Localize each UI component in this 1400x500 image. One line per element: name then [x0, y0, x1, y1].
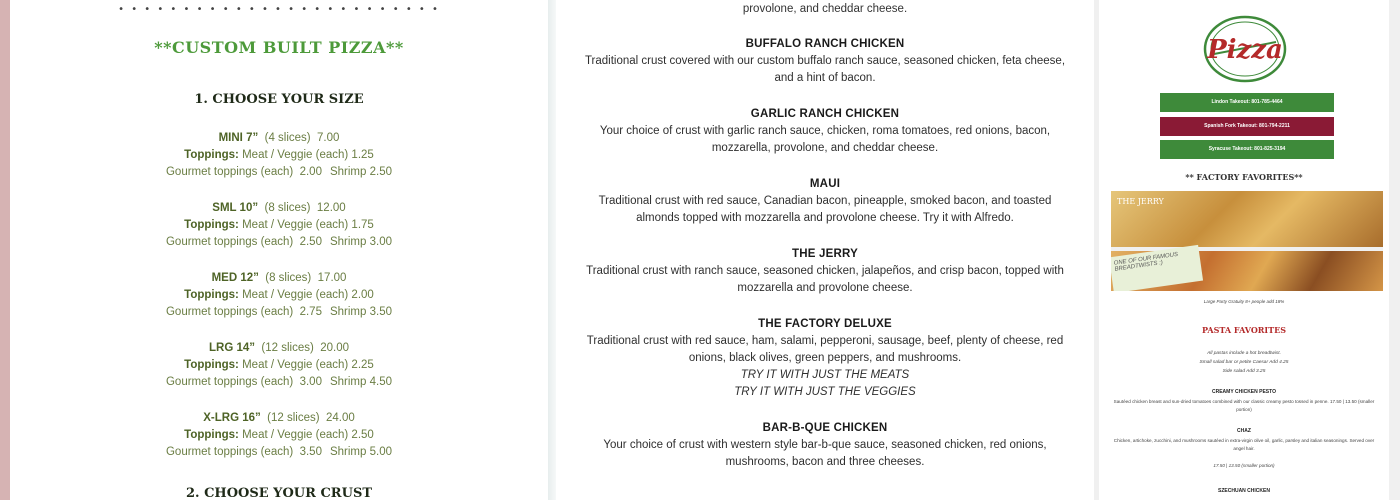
pasta-description: Chicken, artichoke, zucchini, and mushrooms sautéed in extra-virgin olive oil, garlic, parsley and italian seasonings. Served over angel hair.: [1113, 438, 1375, 451]
pizza-description: Your choice of crust with western style bar-b-que sauce, seasoned chicken, red onions, mushrooms, bacon and three cheeses.: [603, 439, 1047, 468]
panel-divider: [548, 0, 556, 500]
pasta-note-3: Side salad Add 3.25: [1222, 369, 1266, 374]
specialty-pizza-panel: [556, 0, 1094, 500]
topping-price: 2.25: [351, 359, 374, 371]
pasta-note-2: Small salad bar or petite Caesar Add 4.25: [1199, 360, 1289, 365]
pizza-the-jerry: [576, 246, 1074, 297]
custom-pizza-panel: [10, 0, 548, 500]
step-choose-size: 1. CHOOSE YOUR SIZE: [194, 92, 364, 107]
toppings-label: Toppings:: [184, 359, 239, 371]
size-name: SML 10”: [212, 202, 259, 214]
pasta-price: 17.50 | 13.50 (smaller portion): [1213, 463, 1275, 468]
size-name: LRG 14”: [209, 342, 256, 354]
pasta-description: Sautéed chicken breast and sun-dried tomatoes combined with our classic creamy pesto tossed in penne. 17.50 | 13.50 (smaller portion): [1113, 399, 1375, 412]
left-edge-strip: [0, 0, 10, 500]
takeout-syracuse: Syracuse Takeout: 801-825-3194: [1160, 140, 1334, 159]
gourmet-label: Gourmet toppings (each): [165, 166, 294, 178]
continued-description: provolone, and cheddar cheese.: [742, 3, 908, 15]
pizza-name: MAUI: [809, 178, 841, 190]
pasta-name: CHAZ: [1237, 428, 1251, 434]
pizza-name: BAR-B-QUE CHICKEN: [762, 422, 888, 434]
pizza-description: Traditional crust with red sauce, ham, salami, pepperoni, sausage, beef, plenty of cheese, red onions, black olives, green peppers, and mushrooms.: [586, 335, 1064, 364]
pasta-favorites-title: PASTA FAVORITES: [1201, 325, 1286, 335]
size-option-medium: [10, 270, 548, 321]
size-price: 12.00: [316, 202, 346, 214]
pizza-logo: [1200, 14, 1290, 84]
favorites-title: ** FACTORY FAVORITES**: [1185, 172, 1303, 182]
pizza-buffalo-ranch-chicken: [576, 36, 1074, 87]
step-choose-crust: 2. CHOOSE YOUR CRUST: [185, 486, 373, 500]
photo-label: THE JERRY: [1117, 197, 1164, 206]
shrimp-price: 5.00: [369, 446, 392, 458]
pizza-maui: [576, 176, 1074, 227]
pizza-factory-deluxe: [576, 316, 1074, 401]
topping-price: 1.25: [351, 149, 374, 161]
gourmet-price: 3.50: [299, 446, 322, 458]
gourmet-label: Gourmet toppings (each): [165, 236, 294, 248]
pizza-garlic-ranch-chicken: [576, 106, 1074, 157]
topping-type: Meat / Veggie (each): [242, 149, 349, 161]
dotted-separator: • • • • • • • • • • • • • • • • • • • • • • • • •: [118, 4, 440, 15]
menu-flyer-image[interactable]: [1099, 0, 1389, 500]
size-name: MED 12”: [211, 272, 259, 284]
gratuity-note: Large Party Gratuity 8+ people add 18%: [1203, 299, 1285, 304]
menu-flyer-panel: [1094, 0, 1400, 500]
pasta-note-1: All pastas include a hot breadtwist.: [1207, 351, 1281, 356]
pizza-description: Traditional crust covered with our custom buffalo ranch sauce, seasoned chicken, feta cheese, and a hint of bacon.: [584, 55, 1066, 84]
size-slices: (4 slices): [264, 132, 311, 144]
topping-price: 2.50: [351, 429, 374, 441]
gourmet-label: Gourmet toppings (each): [165, 446, 294, 458]
size-price: 7.00: [317, 132, 340, 144]
logo-text: Pizza: [1207, 35, 1283, 65]
size-slices: (8 slices): [265, 272, 312, 284]
size-price: 20.00: [320, 342, 349, 354]
takeout-lindon: Lindon Takeout: 801-785-4464: [1160, 93, 1334, 112]
gourmet-price: 2.00: [299, 166, 322, 178]
toppings-label: Toppings:: [184, 149, 239, 161]
gourmet-label: Gourmet toppings (each): [165, 376, 294, 388]
gourmet-label: Gourmet toppings (each): [165, 306, 294, 318]
gourmet-price: 2.50: [299, 236, 322, 248]
size-option-small: [10, 200, 548, 251]
shrimp-label: Shrimp: [329, 166, 367, 178]
pizza-name: BUFFALO RANCH CHICKEN: [745, 38, 905, 50]
pasta-name: CREAMY CHICKEN PESTO: [1212, 389, 1276, 395]
shrimp-price: 3.50: [369, 306, 392, 318]
shrimp-label: Shrimp: [329, 446, 367, 458]
pizza-name: GARLIC RANCH CHICKEN: [750, 108, 900, 120]
pizza-description: Traditional crust with red sauce, Canadian bacon, pineapple, smoked bacon, and toasted almonds topped with mozzarella and provolone cheese. Try it with Alfredo.: [598, 195, 1052, 224]
size-name: MINI 7”: [218, 132, 259, 144]
topping-price: 1.75: [351, 219, 374, 231]
size-slices: (12 slices): [261, 342, 314, 354]
takeout-spanish-fork: Spanish Fork Takeout: 801-794-2211: [1160, 117, 1334, 136]
pizza-name: THE FACTORY DELUXE: [758, 318, 892, 330]
topping-type: Meat / Veggie (each): [242, 219, 349, 231]
toppings-label: Toppings:: [184, 289, 239, 301]
topping-price: 2.00: [351, 289, 374, 301]
shrimp-label: Shrimp: [329, 306, 367, 318]
breadtwist-note: ONE OF OUR FAMOUS BREADTWISTS :): [1111, 245, 1203, 291]
shrimp-label: Shrimp: [329, 376, 367, 388]
topping-type: Meat / Veggie (each): [242, 359, 349, 371]
shrimp-label: Shrimp: [329, 236, 367, 248]
size-price: 17.00: [317, 272, 347, 284]
size-slices: (8 slices): [264, 202, 311, 214]
pizza-photo: [1111, 191, 1383, 291]
size-price: 24.00: [325, 412, 355, 424]
shrimp-price: 2.50: [369, 166, 392, 178]
pizza-description: Your choice of crust with garlic ranch sauce, chicken, roma tomatoes, red onions, bacon, mozzarella, provolone, and cheddar cheese.: [599, 125, 1051, 154]
size-slices: (12 slices): [267, 412, 320, 424]
pizza-bar-b-que-chicken: [576, 420, 1074, 471]
pizza-name: THE JERRY: [792, 248, 858, 260]
size-name: X-LRG 16”: [203, 412, 261, 424]
topping-type: Meat / Veggie (each): [242, 289, 349, 301]
size-option-xlarge: [10, 410, 548, 461]
toppings-label: Toppings:: [184, 219, 239, 231]
shrimp-price: 3.00: [369, 236, 392, 248]
toppings-label: Toppings:: [184, 429, 239, 441]
topping-type: Meat / Veggie (each): [242, 429, 349, 441]
pizza-variant-meats: TRY IT WITH JUST THE MEATS: [740, 369, 910, 381]
pasta-name: SZECHUAN CHICKEN: [1218, 488, 1270, 494]
size-option-large: [10, 340, 548, 391]
custom-pizza-title: **CUSTOM BUILT PIZZA**: [154, 38, 404, 57]
gourmet-price: 3.00: [299, 376, 322, 388]
gourmet-price: 2.75: [299, 306, 322, 318]
size-option-mini: [10, 130, 548, 181]
shrimp-price: 4.50: [369, 376, 392, 388]
pizza-variant-veggies: TRY IT WITH JUST THE VEGGIES: [734, 386, 916, 398]
pizza-description: Traditional crust with ranch sauce, seasoned chicken, jalapeños, and crisp bacon, topped with mozzarella and provolone cheese.: [586, 265, 1064, 294]
